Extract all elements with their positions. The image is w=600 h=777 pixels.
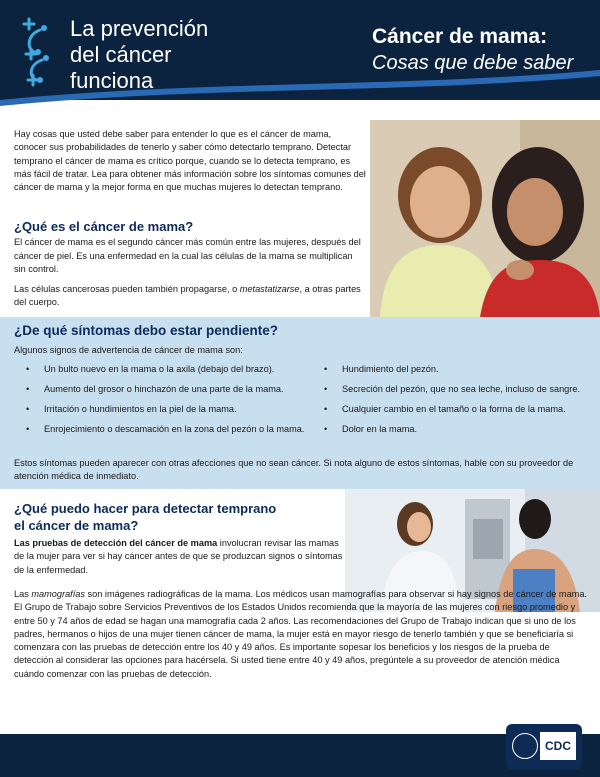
p2-pre: Las: [14, 589, 32, 599]
heading-line-1: ¿Qué puedo hacer para detectar temprano: [14, 501, 277, 516]
symptom-item: • Irritación o hundimientos en la piel de la mama.: [12, 403, 312, 416]
cdc-logo: [506, 724, 582, 770]
symptom-item: • Hundimiento del pezón.: [310, 363, 600, 376]
intro-paragraph: [14, 128, 366, 201]
brand-line-1: La prevención: [70, 16, 209, 41]
p2-rest: son imágenes radiográficas de la mama. Los médicos usan mamografías para observar si hay signos de cáncer de mama. El Grupo de Trabajo sobre Servicios Preventivos de los Estados Unidos recomienda que la mayoría de las mujeres con riesgo promedio y entre 50 y 74 años de edad se hagan una mamografía cada 2 años. Las recomendaciones del Grupo de Trabajo indican que si uno de los padres, hermanos o hijos de una mujer tienen cáncer de mama, la mujer está en mayor riesgo de tenerlo también y que se beneficiaría si comenzara con las pruebas de detección entre los 40 y 49 años. Es importante sopesar los beneficios y los riesgos de la prueba de detección al considerar las opciones para hacérsela. Si usted tiene entre 40 y 49 años, pregúntele a su proveedor de atención médica cuándo comenzar con las pruebas de detección.: [14, 589, 587, 679]
p1-bold: Las pruebas de detección del cáncer de mama: [14, 538, 218, 548]
symptoms-intro: Algunos signos de advertencia de cáncer de mama son:: [14, 345, 243, 355]
title: Cáncer de mama:: [372, 25, 548, 48]
p2-emphasis: mamografías: [31, 589, 85, 599]
symptoms-footer: Estos síntomas pueden aparecer con otras afecciones que no sean cáncer. Si nota alguno de estos síntomas, hable con su proveedor de atención médica de inmediato.: [14, 458, 574, 482]
symptoms-heading: ¿De qué síntomas debo estar pendiente?: [14, 323, 279, 338]
photo-two-women: [370, 120, 600, 317]
brand-line-2: del cáncer: [70, 42, 172, 67]
p2-emphasis: metastatizarse: [239, 284, 300, 295]
intro-text: Hay cosas que usted debe saber para entender lo que es el cáncer de mama, conocer sus probabilidades de tenerlo y saber cómo detectarlo temprano. Detectar temprano el cáncer de mama es crítico porque, cuando se lo detecta temprano, es más fácil de tratar. Lea para obtener más información sobre los síntomas comunes del cáncer de mama y la mejor forma en que muchas mujeres lo detectan temprano.: [14, 129, 366, 193]
symptoms-section: [0, 317, 600, 489]
early-detection-heading: [14, 500, 344, 534]
brand-line-3: funciona: [70, 68, 154, 93]
early-detection-p1: [14, 537, 344, 577]
symptom-item: • Un bulto nuevo en la mama o la axila (debajo del brazo).: [12, 363, 312, 376]
symptoms-list-left: [12, 363, 312, 443]
symptom-item: • Enrojecimiento o descamación en la zona del pezón o la mama.: [12, 423, 312, 436]
section-what-is-p2: [14, 283, 366, 310]
section-early-detection: [14, 500, 344, 577]
hhs-seal-icon: [512, 733, 538, 759]
section-what-is-heading: ¿Qué es el cáncer de mama?: [14, 219, 194, 234]
heading-line-2: el cáncer de mama?: [14, 518, 139, 533]
section-what-is-p1: El cáncer de mama es el segundo cáncer más común entre las mujeres, después del cáncer de piel. Es una enfermedad en la cual las células de la mama se multiplican sin control.: [14, 237, 361, 274]
symptom-item: • Secreción del pezón, que no sea leche, incluso de sangre.: [310, 383, 600, 396]
document-title: [372, 24, 573, 76]
brand-text: [70, 16, 208, 94]
early-detection-p2: [14, 588, 588, 681]
symptom-item: • Aumento del grosor o hinchazón de una parte de la mama.: [12, 383, 312, 396]
p2-post: , a otras partes del cuerpo.: [14, 284, 361, 308]
section-what-is: [14, 220, 366, 317]
p1-rest: involucran revisar las mamas de la mujer para ver si hay cáncer antes de que se produzcan signos o síntomas de la enfermedad.: [14, 538, 343, 575]
p2-pre: Las células cancerosas pueden también propagarse, o: [14, 284, 240, 295]
prevention-logo-icon: [16, 14, 60, 90]
symptoms-list-right: [310, 363, 600, 443]
subtitle: Cosas que debe saber: [372, 52, 574, 74]
symptom-item: • Cualquier cambio en el tamaño o la forma de la mama.: [310, 403, 600, 416]
cdc-logo-text: CDC: [540, 732, 576, 760]
symptom-item: • Dolor en la mama.: [310, 423, 600, 436]
